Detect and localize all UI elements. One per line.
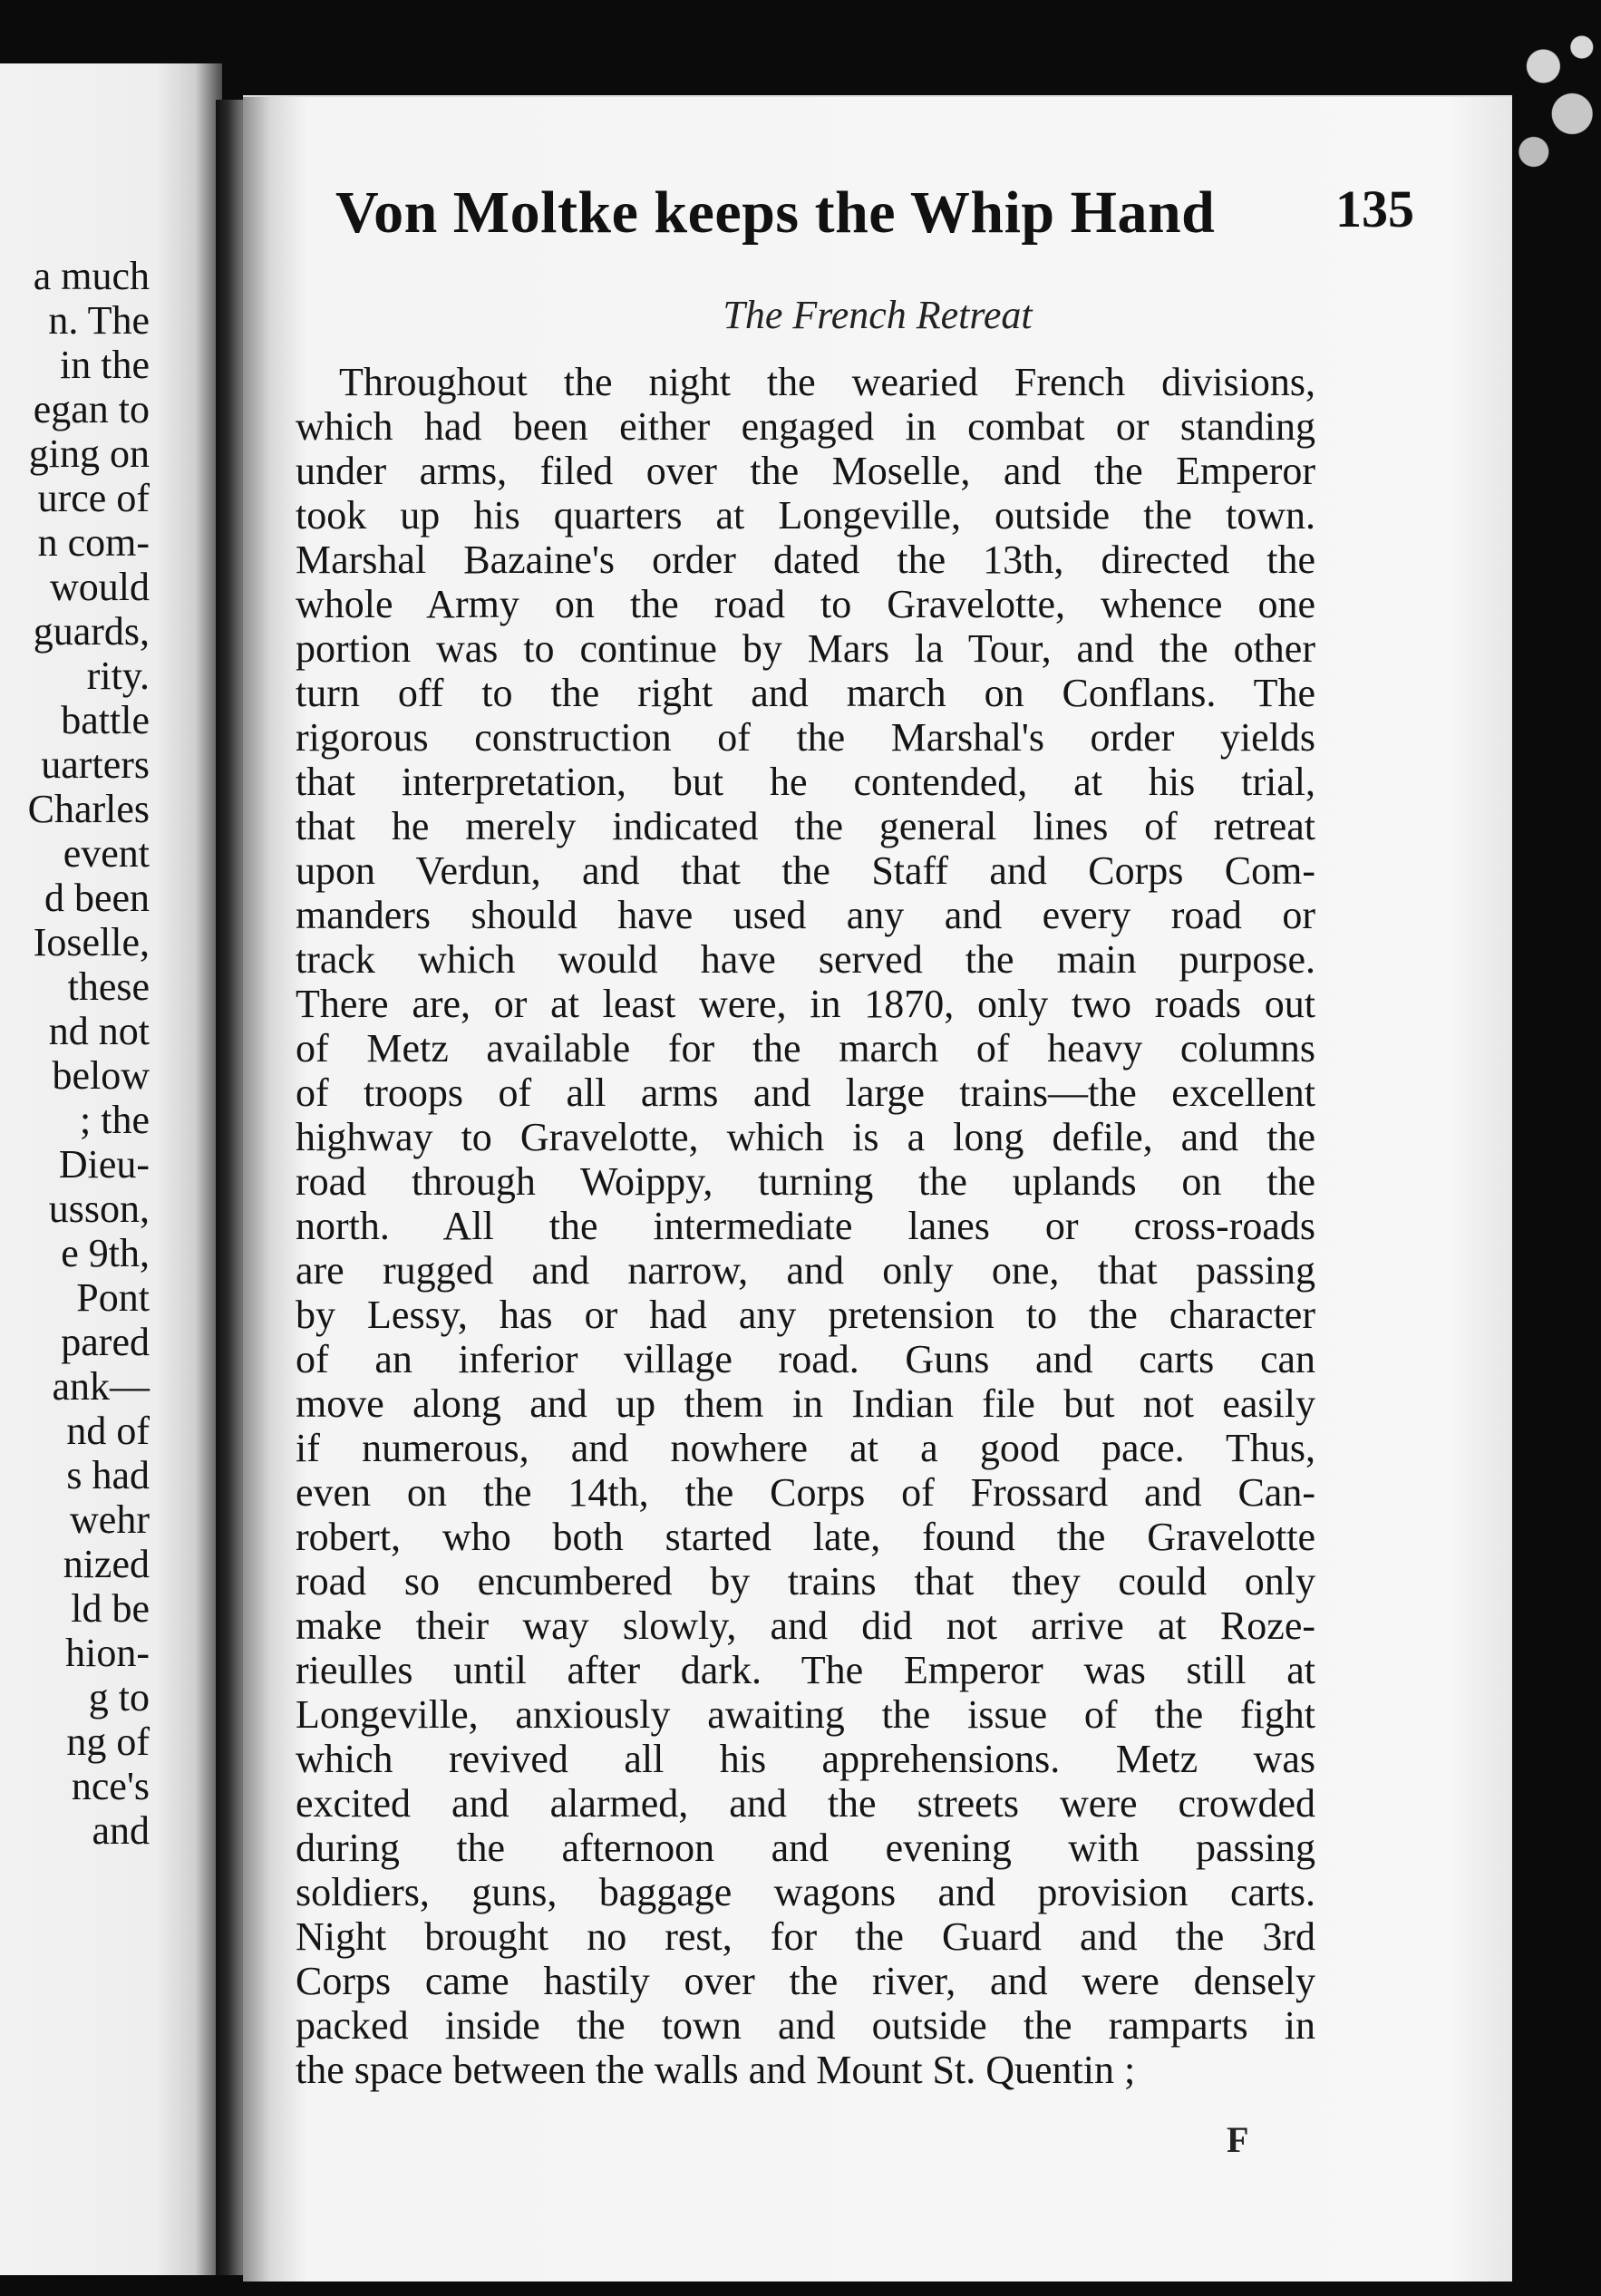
text-line: that interpretation, but he contended, at his trial,: [296, 760, 1315, 804]
text-line: There are, or at least were, in 1870, only two roads out: [296, 982, 1315, 1026]
text-line: track which would have served the main purpose.: [296, 937, 1315, 982]
left-page-line: pared: [61, 1320, 150, 1364]
text-line: Night brought no rest, for the Guard and the 3rd: [296, 1914, 1315, 1959]
body-text: [296, 360, 1315, 2092]
left-page-line: below: [52, 1053, 150, 1098]
left-page-line: battle: [61, 698, 150, 742]
text-line: excited and alarmed, and the streets were crowded: [296, 1781, 1315, 1826]
text-line: that he merely indicated the general lines of retreat: [296, 804, 1315, 848]
left-page-line: nd not: [48, 1009, 150, 1053]
torn-paper-edge: [1505, 9, 1601, 199]
left-page-line: in the: [60, 343, 150, 387]
left-page-line: nized: [63, 1542, 150, 1586]
text-line: of troops of all arms and large trains—the excellent: [296, 1070, 1315, 1115]
text-line: of an inferior village road. Guns and carts can: [296, 1337, 1315, 1381]
text-line: make their way slowly, and did not arrive at Roze-: [296, 1603, 1315, 1648]
left-page-line: nd of: [66, 1409, 150, 1453]
left-page-line: Charles: [27, 787, 150, 831]
text-line: north. All the intermediate lanes or cross-roads: [296, 1204, 1315, 1248]
left-page-line: egan to: [33, 387, 150, 431]
left-page-line: wehr: [70, 1497, 150, 1542]
text-line: Throughout the night the wearied French divisions,: [339, 360, 1315, 404]
text-line: road so encumbered by trains that they could only: [296, 1559, 1315, 1603]
page-number: 135: [1335, 179, 1414, 238]
left-page-line: urce of: [37, 476, 150, 520]
left-page-line: ging on: [28, 431, 150, 476]
text-line: Longeville, anxiously awaiting the issue of the fight: [296, 1692, 1315, 1737]
text-line: the space between the walls and Mount St. Quentin ;: [296, 2048, 1136, 2092]
text-line: upon Verdun, and that the Staff and Corps Com-: [296, 848, 1315, 893]
text-line: if numerous, and nowhere at a good pace. Thus,: [296, 1426, 1315, 1470]
text-line: which had been either engaged in combat or standing: [296, 404, 1315, 449]
text-line: of Metz available for the march of heavy columns: [296, 1026, 1315, 1070]
left-page-line: guards,: [33, 609, 150, 654]
left-page-line: d been: [44, 876, 150, 920]
text-line: packed inside the town and outside the ramparts in: [296, 2003, 1315, 2048]
text-line: during the afternoon and evening with passing: [296, 1826, 1315, 1870]
left-page-line: Pont: [76, 1275, 150, 1320]
left-page-line: uarters: [41, 742, 150, 787]
section-title: The French Retreat: [723, 293, 1033, 337]
left-page-line: nce's: [71, 1764, 150, 1808]
left-page-line: ld be: [71, 1586, 150, 1631]
left-page-line: and: [92, 1808, 150, 1853]
left-page-line: g to: [88, 1675, 150, 1720]
left-page-line: these: [67, 964, 150, 1009]
left-page-line: ; the: [80, 1098, 150, 1142]
text-line: soldiers, guns, baggage wagons and provision carts.: [296, 1870, 1315, 1914]
running-head: [335, 179, 1414, 260]
left-page-line: rity.: [86, 654, 150, 698]
left-page-edge: [0, 63, 222, 2275]
text-line: robert, who both started late, found the Gravelotte: [296, 1515, 1315, 1559]
right-page: [243, 95, 1512, 2281]
left-page-text: [28, 254, 150, 1853]
left-page-line: ng of: [66, 1720, 150, 1764]
text-line: highway to Gravelotte, which is a long defile, and the: [296, 1115, 1315, 1159]
text-line: portion was to continue by Mars la Tour, and the other: [296, 626, 1315, 671]
left-page-line: a much: [33, 254, 150, 298]
text-line: under arms, filed over the Moselle, and the Emperor: [296, 449, 1315, 493]
text-line: are rugged and narrow, and only one, that passing: [296, 1248, 1315, 1293]
text-line: road through Woippy, turning the uplands on the: [296, 1159, 1315, 1204]
left-page-line: Ioselle,: [33, 920, 150, 964]
left-page-line: event: [63, 831, 150, 876]
running-title: Von Moltke keeps the Whip Hand: [335, 179, 1216, 246]
text-line: rieulles until after dark. The Emperor was still at: [296, 1648, 1315, 1692]
text-line: took up his quarters at Longeville, outside the town.: [296, 493, 1315, 538]
text-line: turn off to the right and march on Conflans. The: [296, 671, 1315, 715]
left-page-line: n com-: [37, 520, 150, 565]
left-page-line: would: [50, 565, 150, 609]
left-page-line: hion-: [65, 1631, 150, 1675]
signature-mark: F: [1227, 2119, 1249, 2160]
left-page-line: e 9th,: [61, 1231, 150, 1275]
text-line: even on the 14th, the Corps of Frossard and Can-: [296, 1470, 1315, 1515]
text-line: move along and up them in Indian file but not easily: [296, 1381, 1315, 1426]
left-page-line: ank—: [52, 1364, 150, 1409]
text-line: whole Army on the road to Gravelotte, whence one: [296, 582, 1315, 626]
text-line: manders should have used any and every road or: [296, 893, 1315, 937]
text-line: Marshal Bazaine's order dated the 13th, directed the: [296, 538, 1315, 582]
text-line: which revived all his apprehensions. Metz was: [296, 1737, 1315, 1781]
left-page-line: usson,: [48, 1187, 150, 1231]
text-line: Corps came hastily over the river, and were densely: [296, 1959, 1315, 2003]
left-page-line: s had: [66, 1453, 150, 1497]
left-page-line: n. The: [48, 298, 150, 343]
text-line: by Lessy, has or had any pretension to the character: [296, 1293, 1315, 1337]
left-page-line: Dieu-: [58, 1142, 150, 1187]
text-line: rigorous construction of the Marshal's order yields: [296, 715, 1315, 760]
